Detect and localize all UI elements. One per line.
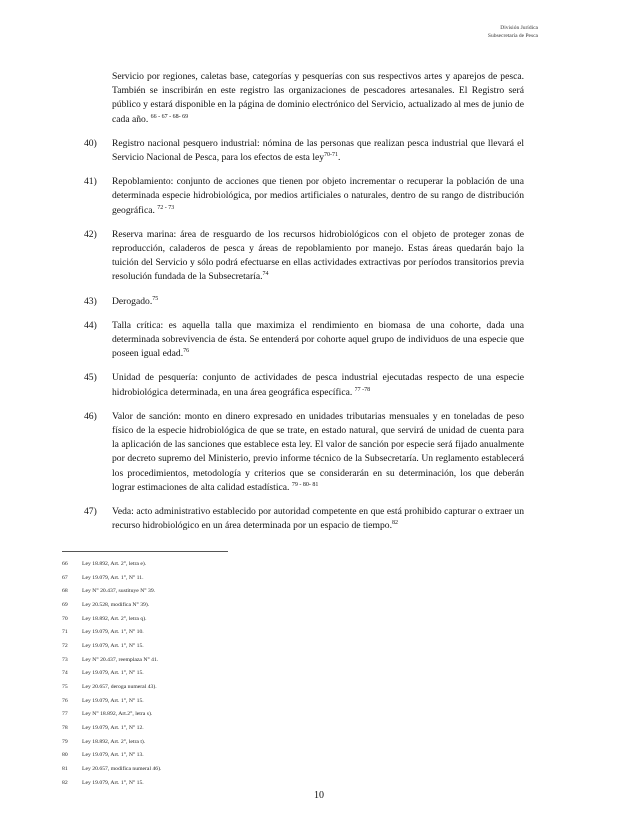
footnote: 75 Ley 20.657, deroga numeral 43). [62, 683, 157, 690]
footnote-divider [62, 551, 228, 552]
definition-item-47 [84, 505, 524, 533]
item-number: 41) [84, 176, 97, 188]
item-text: Registro nacional pesquero industrial: nómina de las personas que realizan pesca industrial que llevará el Servicio Nacional de Pesca, para los efectos de esta ley [112, 137, 524, 164]
page-number: 10 [314, 790, 324, 801]
footnote: 79 Ley 18.892, Art. 2°, letra t). [62, 738, 146, 745]
footnote-ref: 79 - 80- 81 [291, 481, 319, 488]
header-division: División Jurídica [500, 25, 538, 31]
definition-item-40 [84, 137, 524, 165]
item-number: 43) [84, 295, 97, 307]
footnote: 71 Ley 19.079, Art. 1°, N° 10. [62, 629, 144, 636]
item-text: Repoblamiento: conjunto de acciones que tienen por objeto incrementar o recuperar la población de una determinada especie hidrobiológica, por medios artificiales o naturales, dentro de su rango de distribución geográfica. [112, 176, 524, 216]
continuation-paragraph [84, 70, 524, 127]
item-text: Derogado. [112, 295, 153, 307]
item-text: Talla crítica: es aquella talla que maximiza el rendimiento en biomasa de una cohorte, dada una determinada sobrevivencia de ésta. Se entenderá por cohorte aquel grupo de individuos de una especie que poseen igual edad. [112, 319, 524, 360]
definition-item-44 [84, 319, 524, 362]
item-number: 47) [84, 506, 97, 518]
footnote-ref: 82 [392, 520, 398, 527]
footnote-ref: 76 [183, 348, 190, 355]
item-number: 44) [84, 319, 97, 331]
footnote: 78 Ley 19.079, Art. 1°, N° 12. [62, 724, 144, 731]
footnote: 70 Ley 18.892, Art. 2°, letra q). [62, 615, 147, 622]
document-body [84, 70, 524, 543]
footnote: 76 Ley 19.079, Art. 1°, N° 15. [62, 697, 144, 704]
definition-item-45 [84, 371, 524, 399]
footnote-ref: 70-71 [324, 151, 339, 158]
footnote-ref: 66 - 67 - 68- 69 [150, 113, 189, 120]
item-tail: . [338, 152, 341, 164]
footnote: 68 Ley N° 20.437, sustituye N° 39. [62, 588, 156, 595]
footnote: 81 Ley 20.657, modifica numeral 46). [62, 765, 162, 772]
item-number: 45) [84, 372, 97, 384]
footnote: 82 Ley 19.079, Art. 1°, N° 15. [62, 779, 144, 786]
footnote: 74 Ley 19.079, Art. 1°, N° 15. [62, 670, 144, 677]
continuation-text: Servicio por regiones, caletas base, categorías y pesquerías con sus respectivos artes y aparejos de pesca. También se inscribirán en este registro las organizaciones de pescadores artesanales. El Registro será público y estará disponible en la página de dominio electrónico del Servicio, actualizado al mes de junio de cada año. [112, 71, 524, 125]
footnote-ref: 77 -78 [354, 386, 371, 393]
definition-item-43 [84, 295, 524, 309]
footnote: 77 Ley N° 18.892, Art.2°, letra s). [62, 711, 153, 718]
item-text: Unidad de pesquería: conjunto de actividades de pesca industrial ejecutadas respecto de una especie hidrobiológica determinada, en una área geográfica específica. [112, 372, 524, 398]
definition-item-46 [84, 410, 524, 495]
definition-item-41 [84, 175, 524, 218]
item-number: 46) [84, 410, 97, 422]
header-subsecretaria: Subsecretaría de Pesca [487, 33, 538, 39]
footnote: 80 Ley 19.079, Art. 1°, N° 13. [62, 752, 144, 759]
footnote: 67 Ley 19.079, Art. 1°, N° 11. [62, 574, 144, 581]
item-number: 40) [84, 137, 97, 149]
footnote: 73 Ley N° 20.437, reemplaza N° 41. [62, 656, 159, 663]
definition-item-42 [84, 228, 524, 285]
footnote: 66 Ley 18.892, Art. 2°, letra e). [62, 561, 147, 567]
footnotes [62, 558, 161, 790]
footnote-ref: 75 [152, 295, 159, 302]
item-number: 42) [84, 228, 97, 240]
item-text: Veda: acto administrativo establecido por autoridad competente en que está prohibido capturar o extraer un recurso hidrobiológico en un área determinada por un espacio de tiempo. [112, 506, 524, 532]
page-header [488, 24, 538, 40]
item-text: Reserva marina: área de resguardo de los recursos hidrobiológicos con el objeto de proteger zonas de reproducción, caladeros de pesca y áreas de repoblamiento por manejo. Estas áreas quedarán bajo la tuición del Servicio y sólo podrá efectuarse en ellas actividades extractivas por períodos transitorios previa resolución fundada de la Subsecretaría. [112, 228, 524, 283]
footnote-ref: 74 [262, 271, 269, 278]
footnote-ref: 72 - 73 [157, 204, 175, 211]
footnote: 69 Ley 20.528, modifica N° 39). [62, 601, 150, 608]
footnote: 72 Ley 19.079, Art. 1°, N° 15. [62, 642, 144, 649]
item-text: Valor de sanción: monto en dinero expresado en unidades tributarias mensuales y en toneladas de peso físico de la especie hidrobiológica de que se trate, en estado natural, que servirá de unidad de cuenta para la aplicación de las sanciones que establece esta ley. El valor de sanción por especie será fijado anualmente por decreto supremo del Ministerio, previo informe técnico de la Subsecretaría. Un reglamento establecerá los procedimientos, metodología y criterios que se considerarán en su determinación, los que deberán lograr estimaciones de alta calidad estadística. [112, 410, 524, 493]
